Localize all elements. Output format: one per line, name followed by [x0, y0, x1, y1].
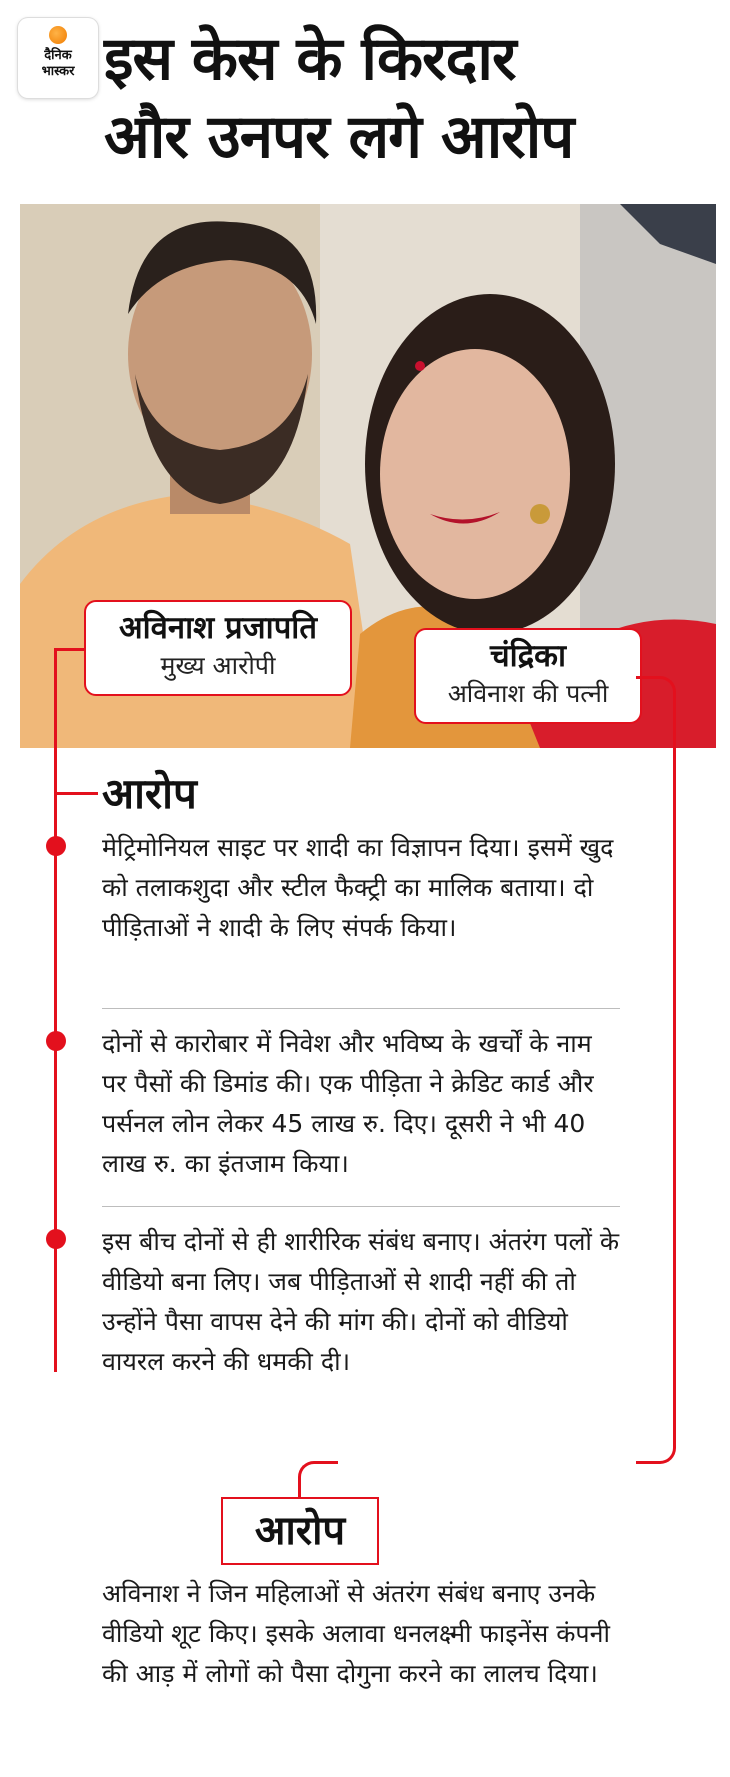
person-role: मुख्य आरोपी [160, 651, 276, 680]
divider [102, 1008, 620, 1009]
person-name: चंद्रिका [489, 638, 566, 674]
section2-heading: आरोप [254, 1508, 346, 1554]
person-label-chandrika [414, 628, 642, 724]
title-line1: इस केस के किरदार [104, 24, 516, 94]
bullet-item-3: इस बीच दोनों से ही शारीरिक संबंध बनाए। अंतरंग पलों के वीडियो बना लिए। जब पीड़िताओं से शादी नहीं की तो उन्होंने पैसा वापस देने की मांग की। दोनों को वीडियो वायरल करने की धमकी दी। [102, 1227, 620, 1376]
logo-line2: भास्कर [41, 64, 75, 79]
connector-line [54, 792, 98, 795]
bullet-dot [46, 836, 66, 856]
sun-icon [49, 26, 67, 44]
connector-line [54, 648, 57, 1372]
person-name: अविनाश प्रजापति [118, 610, 318, 646]
connector-line [298, 1461, 338, 1499]
bullet-dot [46, 1229, 66, 1249]
bullet-item-1: मेट्रिमोनियल साइट पर शादी का विज्ञापन दिया। इसमें खुद को तलाकशुदा और स्टील फैक्ट्री का मालिक बताया। दो पीड़िताओं ने शादी के लिए संपर्क किया। [102, 833, 614, 942]
page-title [104, 20, 724, 176]
divider [102, 1206, 620, 1207]
title-line2: और उनपर लगे आरोप [104, 102, 574, 172]
logo-line1: दैनिक [44, 48, 72, 63]
person-label-avinash [84, 600, 352, 696]
connector-line [54, 648, 86, 651]
connector-line [636, 676, 676, 1464]
bullet-item-2: दोनों से कारोबार में निवेश और भविष्य के खर्चों के नाम पर पैसों की डिमांड की। एक पीड़िता ने क्रेडिट कार्ड और पर्सनल लोन लेकर 45 लाख रु. दिए। दूसरी ने भी 40 लाख रु. का इंतजाम किया। [102, 1029, 594, 1178]
section1-heading: आरोप [102, 769, 197, 818]
section2-heading-box [221, 1497, 379, 1565]
section2-text: अविनाश ने जिन महिलाओं से अंतरंग संबंध बनाए उनके वीडियो शूट किए। इसके अलावा धनलक्ष्मी फाइनेंस कंपनी की आड़ में लोगों को पैसा दोगुना करने का लालच दिया। [102, 1579, 610, 1688]
dainik-bhaskar-logo [18, 18, 98, 98]
person-role: अविनाश की पत्नी [447, 679, 609, 708]
bullet-dot [46, 1031, 66, 1051]
